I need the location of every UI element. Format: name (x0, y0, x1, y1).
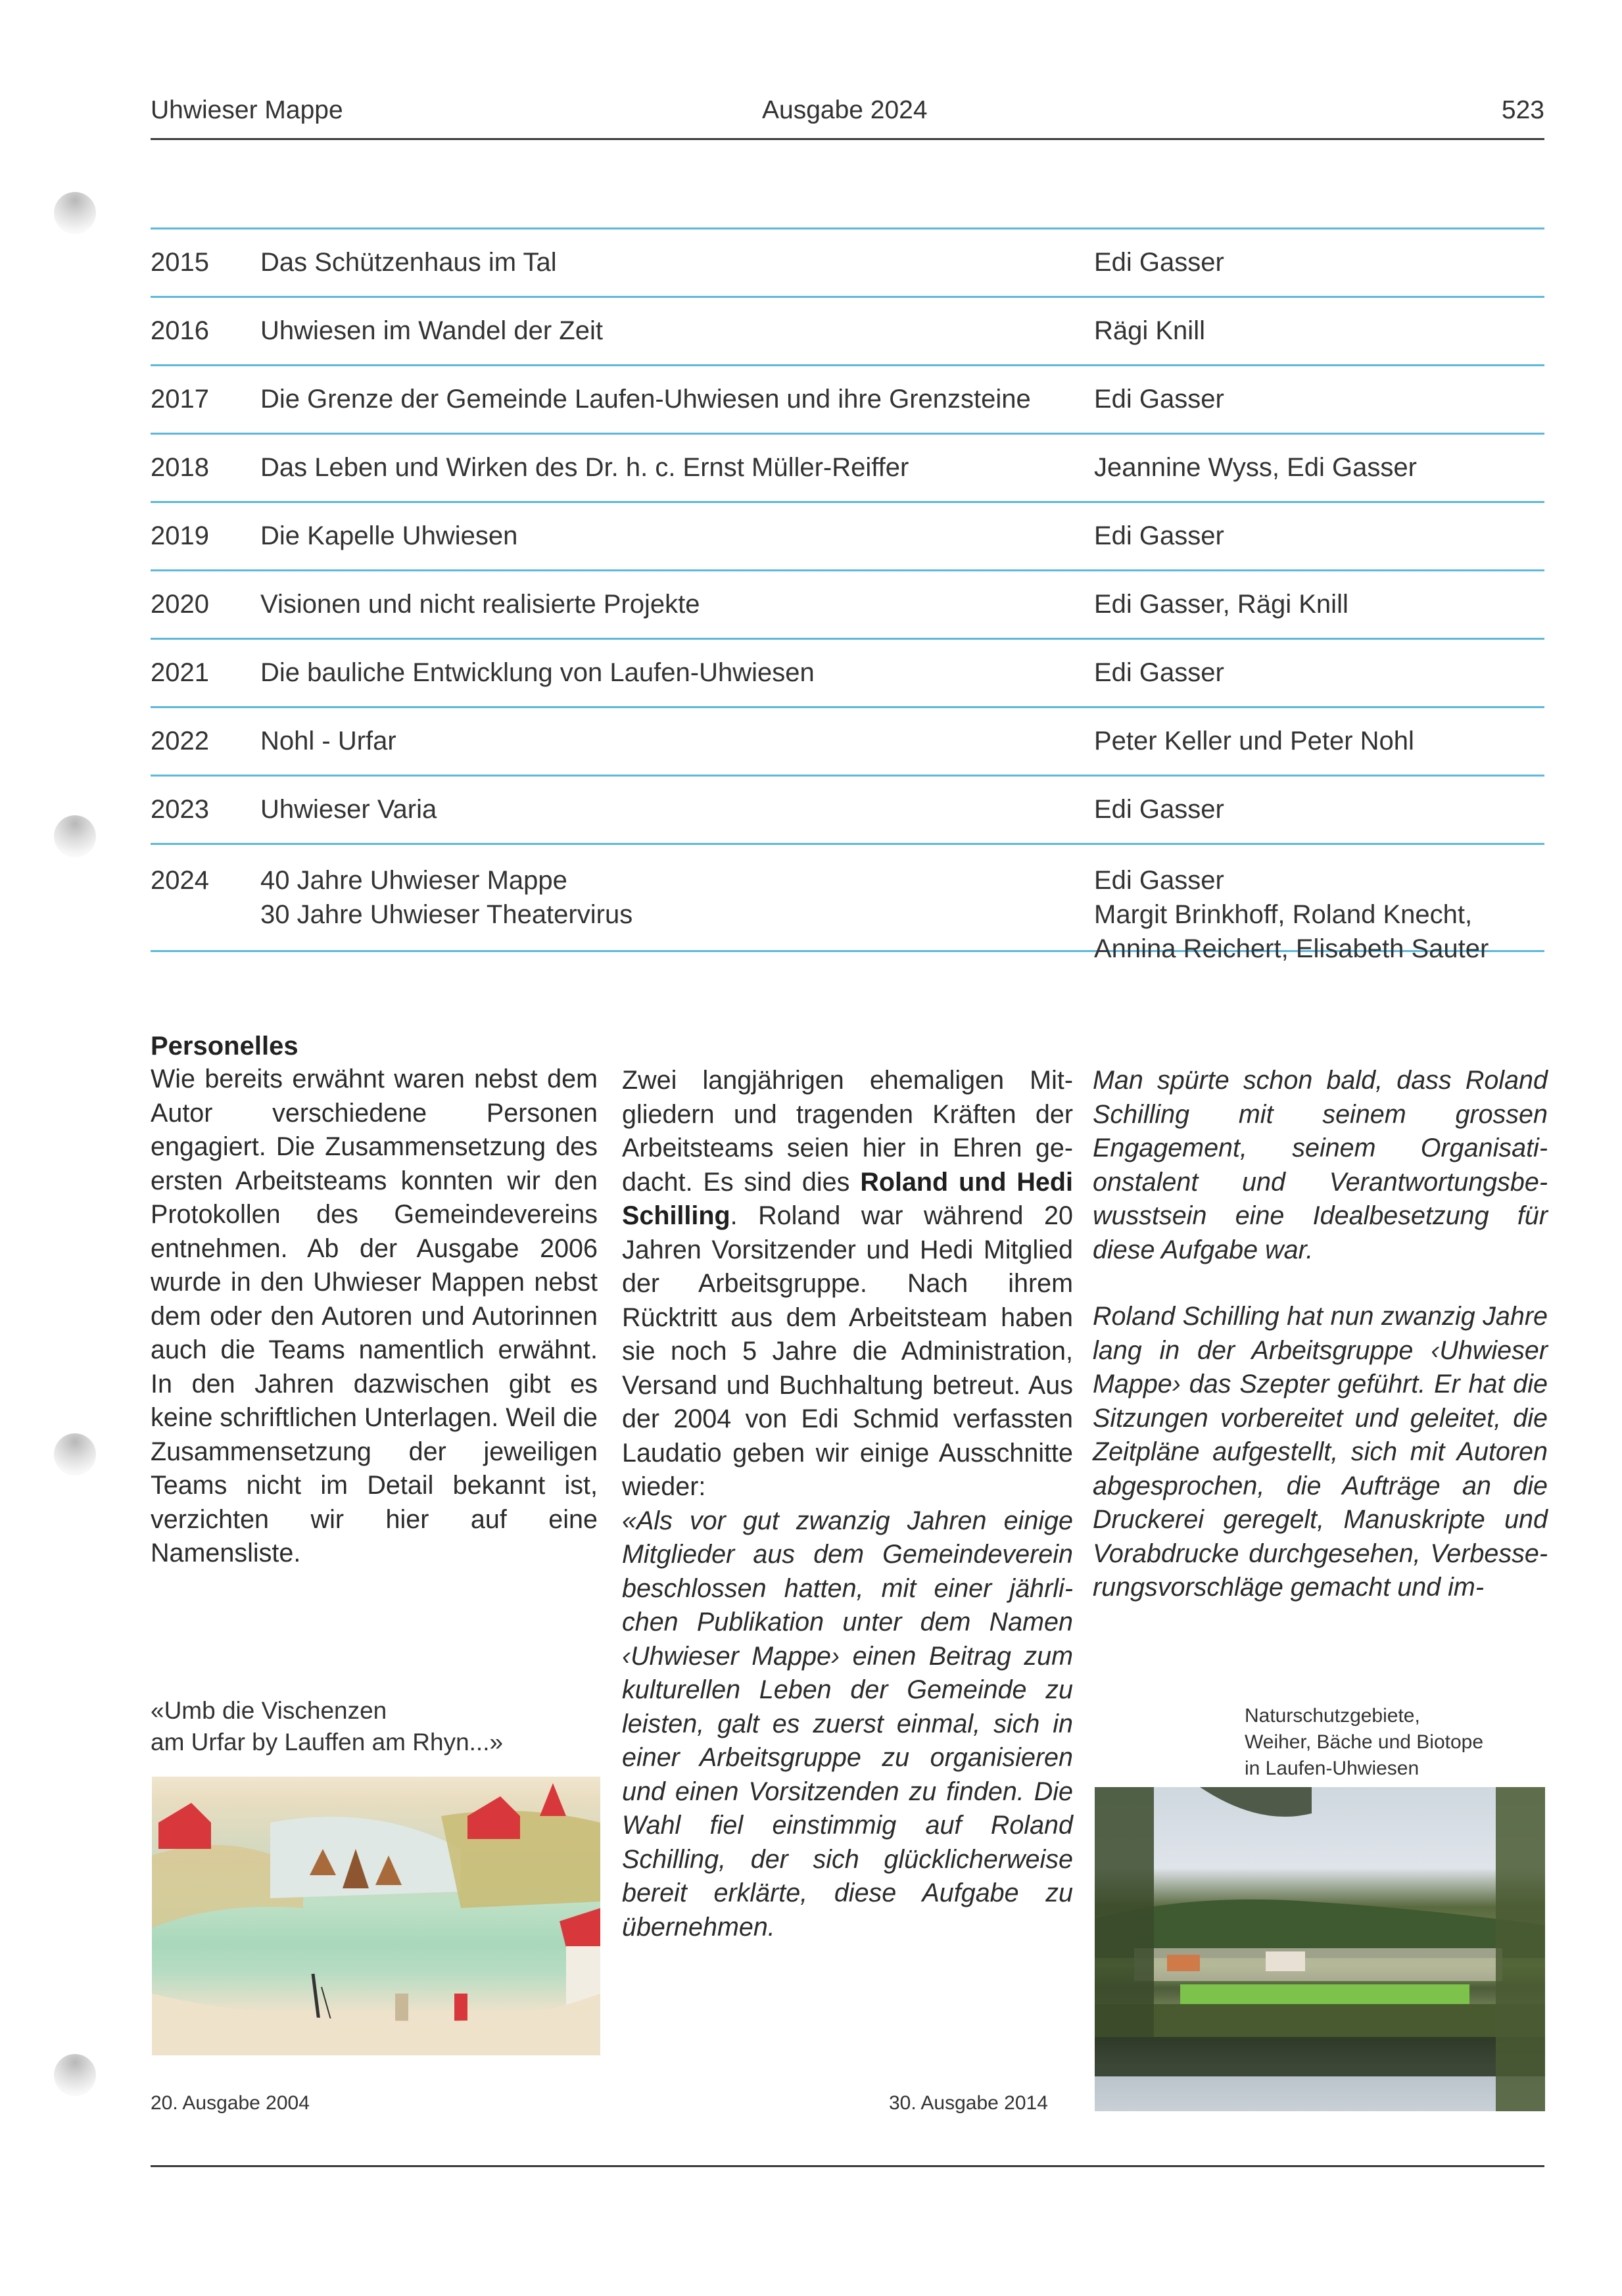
editions-table (151, 227, 1544, 963)
year-cell: 2024 (151, 866, 209, 895)
table-row (151, 569, 1544, 638)
title-cell: Das Schützenhaus im Tal (260, 248, 557, 277)
edition-label: Ausgabe 2024 (762, 96, 928, 124)
historic-map-image (152, 1777, 600, 2055)
figure-title-line: «Umb die Vischenzen (151, 1697, 387, 1724)
author-cell: Edi Gasser, Rägi Knill (1094, 590, 1348, 619)
punch-hole (54, 192, 96, 234)
year-cell: 2022 (151, 727, 209, 755)
author-cell (1094, 863, 1489, 966)
table-row (151, 843, 1544, 963)
laudatio-quote: «Als vor gut zwanzig Jahren einige Mitglieder aus dem Gemeindeverein beschlossen hatten, mit einer jährlichen Publikation unter dem Namen ‹Uhwieser Mappe› einen Beitrag zum kulturellen Leben der Gemeinde zu leisten, galt es zuerst einmal, sich in einer Arbeitsgruppe zu organisieren und einen Vorsitzenden zu finden. Die Wahl fiel einstimmig auf Roland Schilling, der sich glücklicherweise bereit erklärte, diese Aufgabe zu übernehmen. (622, 1506, 1073, 1942)
year-cell: 2016 (151, 316, 209, 345)
title-cell (260, 863, 632, 932)
landscape-photo-icon (1095, 1787, 1545, 2111)
title-line: 30 Jahre Uhwieser Theatervirus (260, 900, 633, 929)
year-cell: 2018 (151, 453, 209, 482)
title-cell: Die Grenze der Gemeinde Laufen-Uhwiesen und ihre Grenzsteine (260, 385, 1031, 414)
author-cell: Edi Gasser (1094, 521, 1224, 550)
table-row (151, 227, 1544, 296)
title-cell: Nohl - Urfar (260, 727, 396, 755)
table-row (151, 433, 1544, 501)
title-cell: Das Leben und Wirken des Dr. h. c. Ernst Müller-Reiffer (260, 453, 909, 482)
article-column-2 (622, 1064, 1073, 1944)
year-cell: 2019 (151, 521, 209, 550)
table-row (151, 638, 1544, 706)
figure-title-line: am Urfar by Lauffen am Rhyn...» (151, 1729, 504, 1756)
author-cell: Edi Gasser (1094, 248, 1224, 277)
figure-title-left (151, 1695, 503, 1758)
text-run: . Roland war während 20 Jahren Vorsitzender und Hedi Mitglied der Arbeitsgruppe. Nach ihrem Rücktritt aus dem Arbeitsteam haben sie noch 5 Jahre die Administration, Versand und Buchhaltung betreut. Aus der 2004 von Edi Schmid verfassten Laudatio geben wir einige Ausschnitte wieder: (622, 1201, 1073, 1501)
pond-photo-image (1095, 1787, 1545, 2111)
publication-title: Uhwieser Mappe (151, 96, 343, 124)
author-line: Annina Reichert, Elisabeth Sauter (1094, 934, 1489, 963)
punch-hole (54, 1433, 96, 1475)
punch-hole (54, 815, 96, 857)
figure-title-line: Weiher, Bäche und Biotope (1245, 1731, 1484, 1753)
year-cell: 2015 (151, 248, 209, 277)
laudatio-quote: Man spürte schon bald, dass Roland Schilling mit seinem grossen Engagement, seinem Organisationstalent und Verantwortungsbewusstsein eine Idealbesetzung für diese Aufgabe war. (1093, 1066, 1548, 1264)
figure-title-line: in Laufen-Uhwiesen (1245, 1758, 1419, 1779)
figure-title-right (1245, 1703, 1483, 1782)
year-cell: 2020 (151, 590, 209, 619)
title-cell: Uhwiesen im Wandel der Zeit (260, 316, 603, 345)
header-rule (151, 138, 1544, 140)
figure-title-line: Naturschutzgebiete, (1245, 1705, 1420, 1727)
author-cell: Peter Keller und Peter Nohl (1094, 727, 1414, 755)
running-header (151, 96, 1544, 135)
year-cell: 2017 (151, 385, 209, 414)
title-cell: Die bauliche Entwicklung von Laufen-Uhwiesen (260, 658, 815, 687)
author-cell: Jeannine Wyss, Edi Gasser (1094, 453, 1417, 482)
author-cell: Edi Gasser (1094, 385, 1224, 414)
author-cell: Rägi Knill (1094, 316, 1205, 345)
table-row (151, 296, 1544, 364)
section-heading: Personelles (151, 1032, 298, 1061)
year-cell: 2023 (151, 795, 209, 824)
punch-hole (54, 2054, 96, 2096)
laudatio-quote: Roland Schilling hat nun zwanzig Jahre lang in der Arbeitsgruppe ‹Uhwieser Mappe› das Szepter geführt. Er hat die Sitzungen vorbereitet und geleitet, die Zeitpläne aufgestellt, sich mit Autoren abgesprochen, die Aufträge an die Druckerei geregelt, Manuskripte und Vorabdrucke durchgesehen, Verbesserungsvorschläge gemacht und im- (1093, 1302, 1548, 1602)
title-line: 40 Jahre Uhwieser Mappe (260, 866, 567, 895)
title-cell: Die Kapelle Uhwiesen (260, 521, 518, 550)
paragraph (622, 1064, 1073, 1504)
text-run: Zwei langjährigen ehemaligen Mitgliedern und tragenden Kräften der Arbeitsteams seien hier in Ehren gedacht. Es sind dies (622, 1066, 1073, 1197)
table-row (151, 775, 1544, 843)
paragraph: Wie bereits erwähnt waren nebst dem Autor verschiedene Personen engagiert. Die Zusammensetzung des ersten Arbeitsteams konnten wir den Protokollen des Gemeindevereins entnehmen. Ab der Ausgabe 2006 wurde in den Uhwieser Mappen nebst dem oder den Autoren und Autorinnen auch die Teams namentlich erwähnt. In den Jahren dazwischen gibt es keine schriftlichen Unterlagen. Weil die Zusammensetzung der jeweiligen Teams nicht im Detail bekannt ist, verzichten wir hier auf eine Namensliste. (151, 1064, 598, 1567)
article-column-1 (151, 1030, 598, 1571)
page-number: 523 (1501, 96, 1544, 124)
honoree-names: Roland und Hedi Schilling (622, 1167, 1073, 1230)
author-cell: Edi Gasser (1094, 658, 1224, 687)
year-cell: 2021 (151, 658, 209, 687)
article-column-3 (1093, 1064, 1548, 1605)
table-row (151, 364, 1544, 433)
table-row (151, 706, 1544, 775)
figure-caption-right: 30. Ausgabe 2014 (889, 2092, 1048, 2114)
author-cell: Edi Gasser (1094, 795, 1224, 824)
title-cell: Uhwieser Varia (260, 795, 437, 824)
title-cell: Visionen und nicht realisierte Projekte (260, 590, 700, 619)
author-line: Edi Gasser (1094, 866, 1224, 895)
watercolor-illustration-icon (152, 1777, 600, 2055)
author-line: Margit Brinkhoff, Roland Knecht, (1094, 900, 1473, 929)
figure-caption-left: 20. Ausgabe 2004 (151, 2092, 310, 2114)
footer-rule (151, 2165, 1544, 2167)
table-row (151, 501, 1544, 569)
